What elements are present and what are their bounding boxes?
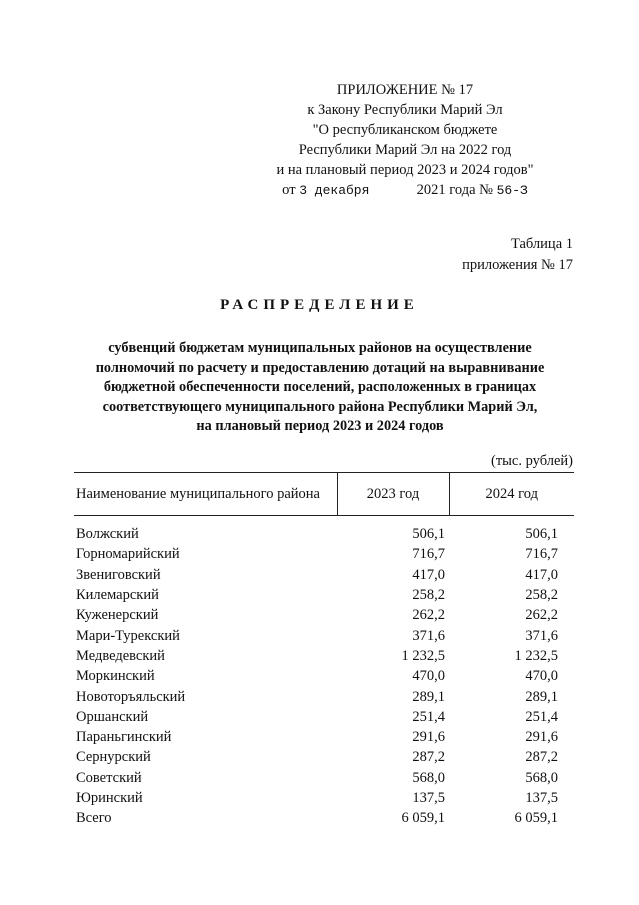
district-name: Советский	[76, 769, 142, 786]
appendix-law-name-2: Республики Марий Эл на 2022 год	[298, 142, 512, 158]
units-note: (тыс. рублей)	[491, 453, 573, 469]
table-row	[74, 707, 574, 727]
district-name: Килемарский	[76, 587, 159, 604]
table-body	[74, 516, 574, 829]
district-name: Мари-Турекский	[76, 627, 180, 644]
table-reference	[462, 234, 573, 276]
table-row	[74, 625, 574, 645]
document-subtitle	[70, 339, 570, 437]
table-row	[74, 666, 574, 686]
value-2023: 470,0	[412, 668, 445, 685]
district-name: Горномарийский	[76, 546, 180, 563]
value-2024: 258,2	[525, 587, 558, 604]
district-name: Оршанский	[76, 708, 149, 725]
value-2023: 417,0	[412, 566, 445, 583]
value-2023: 716,7	[412, 546, 445, 563]
table-row	[74, 727, 574, 747]
district-name: Сернурский	[76, 749, 151, 766]
table-row	[74, 747, 574, 767]
value-2023: 1 232,5	[401, 647, 445, 664]
law-number: 56-З	[496, 183, 528, 198]
value-2024: 251,4	[525, 708, 558, 725]
table-row	[74, 585, 574, 605]
table-total-row	[74, 808, 574, 828]
district-name: Новоторъяльский	[76, 688, 186, 705]
district-name: Медведевский	[76, 647, 165, 664]
column-header-2023: 2023 год	[337, 473, 449, 516]
subtitle-line: бюджетной обеспеченности поселений, расположенных в границах	[103, 379, 537, 395]
value-2023: 6 059,1	[401, 810, 445, 827]
value-2024: 289,1	[525, 688, 558, 705]
table-row	[74, 565, 574, 585]
table-header-row	[74, 473, 574, 516]
date-year: 2021 года №	[416, 182, 493, 198]
value-2023: 289,1	[412, 688, 445, 705]
district-name: Всего	[76, 810, 112, 827]
appendix-date-line	[250, 180, 560, 201]
value-2023: 291,6	[412, 729, 445, 746]
subtitle-line: на плановый период 2023 и 2024 годов	[196, 418, 444, 434]
value-2024: 1 232,5	[514, 647, 558, 664]
district-name: Моркинский	[76, 668, 155, 685]
value-2024: 470,0	[525, 668, 558, 685]
value-2023: 506,1	[412, 526, 445, 543]
value-2024: 417,0	[525, 566, 558, 583]
column-header-2024: 2024 год	[449, 473, 574, 516]
value-2024: 137,5	[525, 790, 558, 806]
value-2024: 287,2	[525, 749, 558, 766]
value-2024: 716,7	[525, 546, 558, 563]
district-name: Параньгинский	[76, 729, 172, 746]
value-2023: 371,6	[412, 627, 445, 644]
column-header-district: Наименование муниципального района	[74, 473, 337, 516]
date-value: 3 декабря	[299, 183, 370, 198]
value-2024: 6 059,1	[514, 810, 558, 827]
value-2023: 287,2	[412, 749, 445, 766]
appendix-law-name-1: "О республиканском бюджете	[312, 122, 498, 138]
value-2023: 251,4	[412, 708, 445, 725]
subtitle-line: соответствующего муниципального района Республики Марий Эл,	[102, 398, 538, 415]
appendix-title: ПРИЛОЖЕНИЕ № 17	[336, 82, 474, 98]
distribution-table	[74, 472, 574, 828]
value-2023: 262,2	[412, 607, 445, 624]
appendix-law-name-3: и на плановый период 2023 и 2024 годов"	[276, 162, 534, 178]
value-2023: 258,2	[412, 587, 445, 604]
value-2024: 568,0	[525, 769, 558, 786]
district-name: Юринский	[76, 790, 143, 806]
value-2023: 137,5	[412, 790, 445, 806]
value-2024: 371,6	[525, 627, 558, 644]
table-row	[74, 646, 574, 666]
table-row	[74, 768, 574, 788]
district-name: Куженерский	[76, 607, 159, 624]
table-row	[74, 788, 574, 808]
table-row	[74, 686, 574, 706]
table-row	[74, 524, 574, 544]
appendix-law-line: к Закону Республики Марий Эл	[307, 102, 503, 118]
value-2024: 291,6	[525, 729, 558, 746]
appendix-header	[250, 80, 560, 201]
value-2023: 568,0	[412, 769, 445, 786]
value-2024: 262,2	[525, 607, 558, 624]
table-row	[74, 544, 574, 564]
subtitle-line: субвенций бюджетам муниципальных районов на осуществление	[108, 340, 532, 356]
document-heading: РАСПРЕДЕЛЕНИЕ	[220, 297, 419, 313]
value-2024: 506,1	[525, 526, 558, 543]
district-name: Волжский	[76, 526, 139, 543]
date-prefix: от	[282, 182, 296, 198]
subtitle-line: полномочий по расчету и предоставлению дотаций на выравнивание	[95, 359, 545, 376]
district-name: Звениговский	[76, 566, 161, 583]
table-row	[74, 605, 574, 625]
table-number: Таблица 1	[510, 236, 573, 252]
table-appendix-ref: приложения № 17	[462, 257, 573, 273]
